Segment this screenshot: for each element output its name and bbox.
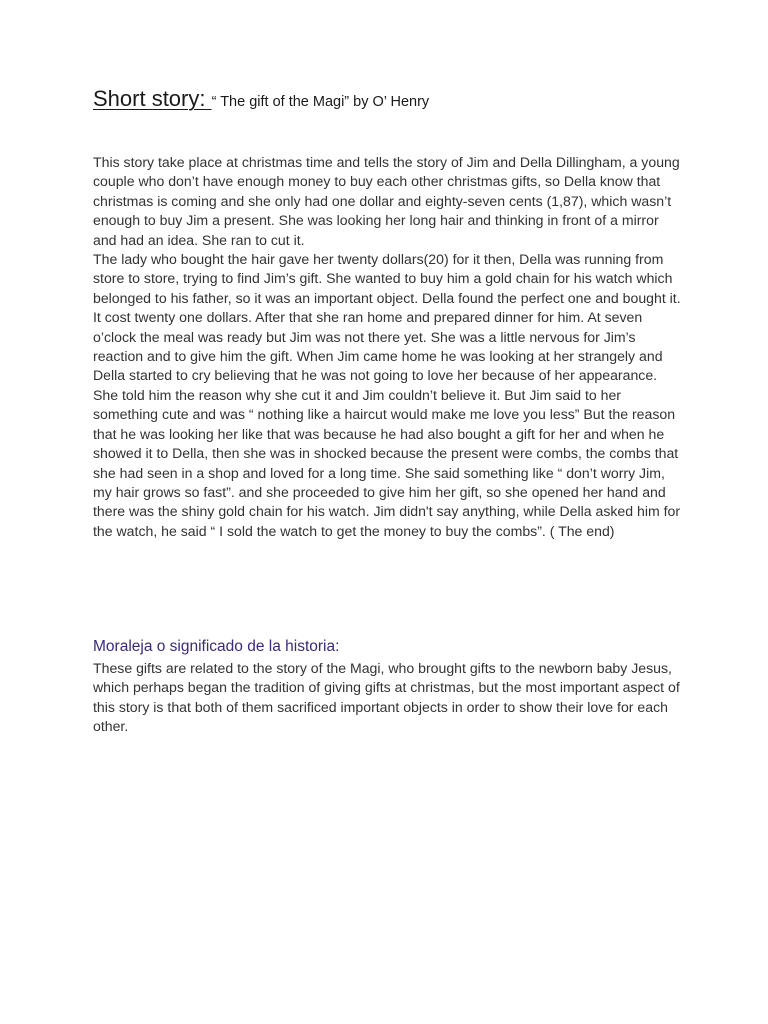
story-subtitle: “ The gift of the Magi” by O’ Henry bbox=[211, 94, 430, 110]
moral-heading: Moraleja o significado de la historia: bbox=[93, 638, 340, 655]
title-line bbox=[93, 86, 429, 112]
moral-paragraph: These gifts are related to the story of the Magi, who brought gifts to the newborn baby Jesus, which perhaps began the tradition of giving gifts at christmas, but the most important aspect of this story is that both of them sacrificed important objects in order to show their love for each other. bbox=[93, 660, 680, 735]
moral-body bbox=[93, 659, 683, 737]
page-title: Short story: bbox=[93, 86, 212, 111]
story-paragraph: The lady who bought the hair gave her twenty dollars(20) for it then, Della was running from store to store, trying to find Jim’s gift. She wanted to buy him a gold chain for his watch which belonged to his father, so it was an important object. Della found the perfect one and bought it. It cost twenty one dollars. After that she ran home and prepared dinner for him. At seven o’clock the meal was ready but Jim was not there yet. She was a little nervous for Jim’s reaction and to give him the gift. When Jim came home he was looking at her strangely and Della started to cry believing that he was not going to love her because of her appearance. She told him the reason why she cut it and Jim couldn’t believe it. But Jim said to her something cute and was “ nothing like a haircut would make me love you less” But the reason that he was looking her like that was because he had also bought a gift for her and when he showed it to Della, then she was in shocked because the present were combs, the combs that she had seen in a shop and loved for a long time. She said something like “ don’t worry Jim, my hair grows so fast”. and she proceeded to give him her gift, so she opened her hand and there was the shiny gold chain for his watch. Jim didn't say anything, while Della asked him for the watch, he said “ I sold the watch to get the money to buy the combs”. ( The end) bbox=[93, 251, 681, 539]
story-paragraph: This story take place at christmas time and tells the story of Jim and Della Dillingham, a young couple who don’t have enough money to buy each other christmas gifts, so Della know that christmas is coming and she only had one dollar and eighty-seven cents (1,87), which wasn’t enough to buy Jim a present. She was looking her long hair and thinking in front of a mirror and had an idea. She ran to cut it. bbox=[93, 154, 680, 248]
story-body bbox=[93, 153, 683, 541]
